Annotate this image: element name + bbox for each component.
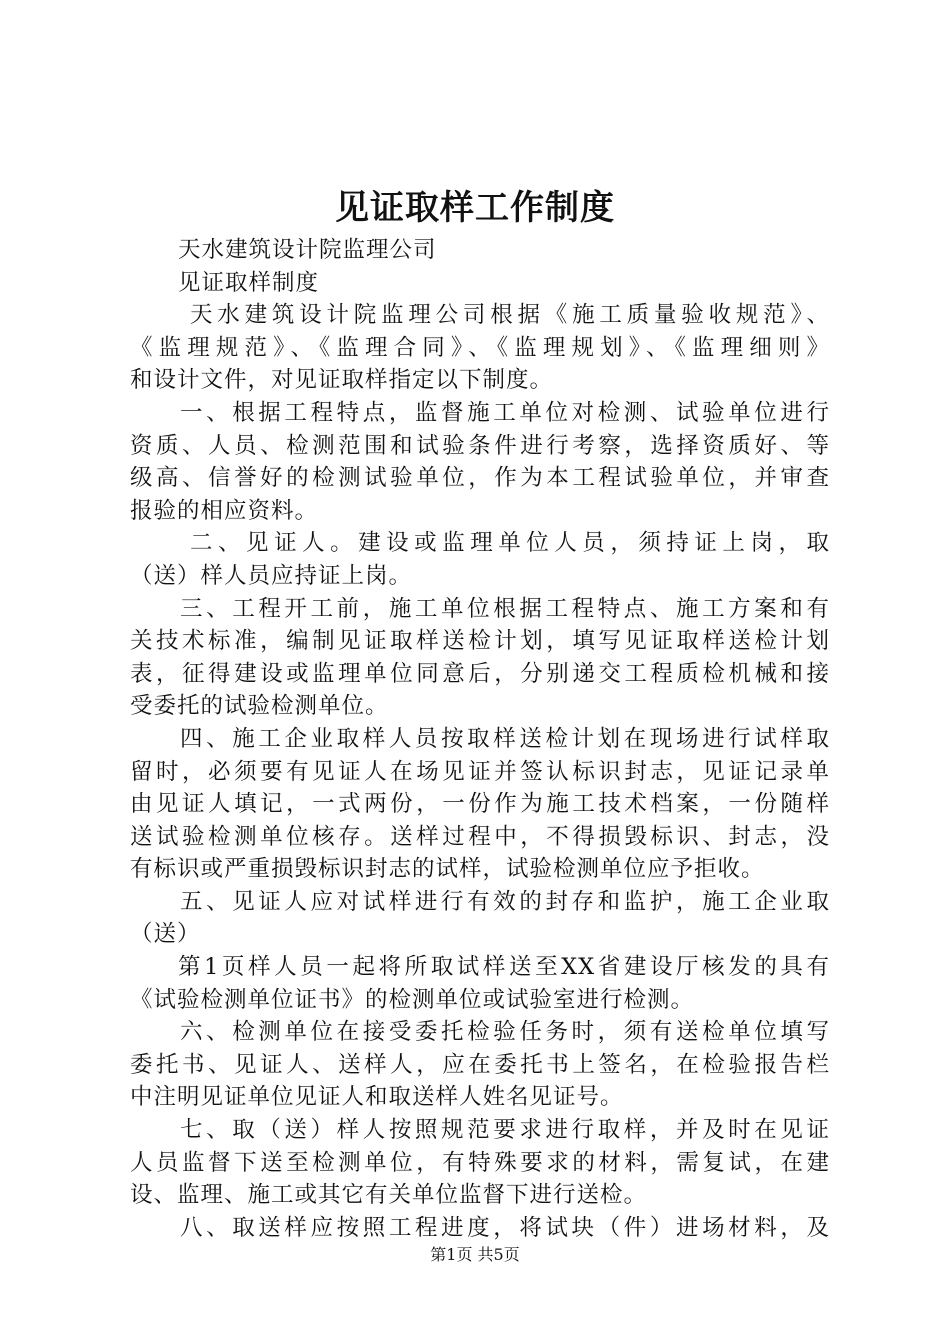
body-line: 第1页样人员一起将所取试样送至XX省建设厅核发的具有 <box>178 954 830 981</box>
body-line: 天水建筑设计院监理公司根据《施工质量验收规范》、 <box>190 302 830 329</box>
body-line: 二、见证人。建设或监理单位人员，须持证上岗，取 <box>190 530 830 557</box>
body-line: 七、取（送）样人按照规范要求进行取样，并及时在见证 <box>180 1117 830 1144</box>
body-line: 级高、信誉好的检测试验单位，作为本工程试验单位，并审查 <box>130 465 830 492</box>
body-line: （送） <box>130 921 201 948</box>
body-line: 由见证人填记，一式两份，一份作为施工技术档案，一份随样 <box>130 791 830 818</box>
body-line: 三、工程开工前，施工单位根据工程特点、施工方案和有 <box>180 595 830 622</box>
body-line: 设、监理、施工或其它有关单位监督下进行送检。 <box>130 1182 648 1209</box>
body-line: 委托书、见证人、送样人，应在委托书上签名，在检验报告栏 <box>130 1051 830 1078</box>
body-line: 留时，必须要有见证人在场见证并签认标识封志，见证记录单 <box>130 758 830 785</box>
body-line: 五、见证人应对试样进行有效的封存和监护，施工企业取 <box>180 888 830 915</box>
body-line: 见证取样制度 <box>178 269 320 296</box>
body-line: 八、取送样应按照工程进度，将试块（件）进场材料，及 <box>180 1214 830 1241</box>
body-line: 六、检测单位在接受委托检验任务时，须有送检单位填写 <box>180 1019 830 1046</box>
body-line: 人员监督下送至检测单位，有特殊要求的材料，需复试，在建 <box>130 1149 830 1176</box>
body-line: 报验的相应资料。 <box>130 497 319 524</box>
body-line: 一、根据工程特点，监督施工单位对检测、试验单位进行 <box>180 399 830 426</box>
body-line: 关技术标准，编制见证取样送检计划，填写见证取样送检计划 <box>130 628 830 655</box>
document-title: 见证取样工作制度 <box>335 188 615 228</box>
body-line: 和设计文件，对见证取样指定以下制度。 <box>130 367 554 394</box>
body-line: 表，征得建设或监理单位同意后，分别递交工程质检机械和接 <box>130 660 830 687</box>
body-line: 有标识或严重损毁标识封志的试样，试验检测单位应予拒收。 <box>130 856 765 883</box>
page-footer: 第1页 共5页 <box>430 1245 520 1264</box>
body-line: 送试验检测单位核存。送样过程中，不得损毁标识、封志，没 <box>130 823 830 850</box>
body-line: 《监理规范》、《监理合同》、《监理规划》、《监理细则》 <box>130 334 830 361</box>
body-line: （送）样人员应持证上岗。 <box>130 562 413 589</box>
body-line: 天水建筑设计院监理公司 <box>178 237 437 263</box>
body-line: 《试验检测单位证书》的检测单位或试验室进行检测。 <box>130 986 695 1013</box>
body-line: 四、施工企业取样人员按取样送检计划在现场进行试样取 <box>180 725 830 752</box>
body-line: 受委托的试验检测单位。 <box>130 693 389 720</box>
document-body <box>130 234 830 1244</box>
body-line: 中注明见证单位见证人和取送样人姓名见证号。 <box>130 1084 624 1111</box>
body-line: 资质、人员、检测范围和试验条件进行考察，选择资质好、等 <box>130 432 830 459</box>
